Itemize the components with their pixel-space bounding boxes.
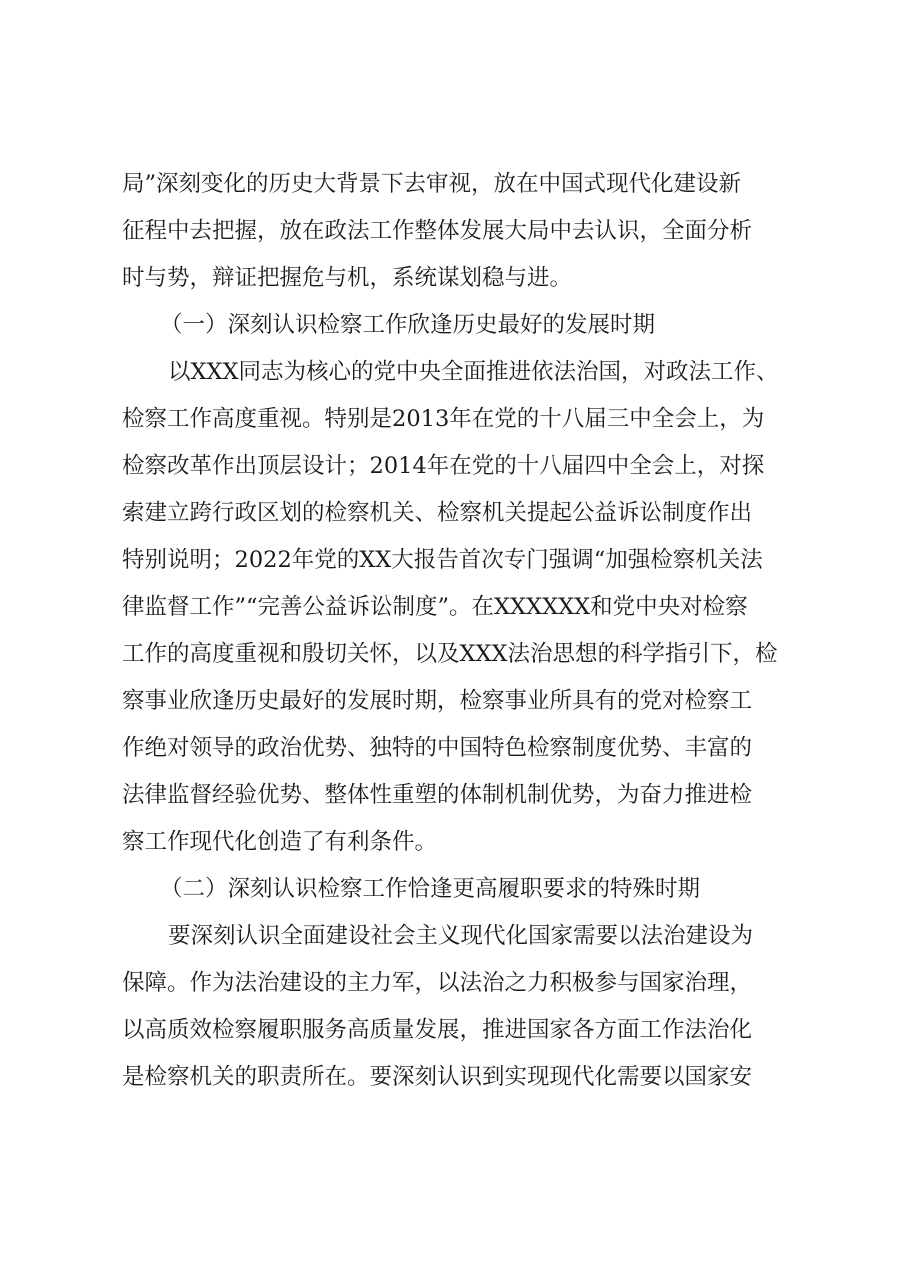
text-line: 保障。作为法治建设的主力军，以法治之力积极参与国家治理， <box>122 970 753 996</box>
text-line: 特别说明；2022年党的XX大报告首次专门强调“加强检察机关法 <box>122 547 763 573</box>
text-line: 察工作现代化创造了有利条件。 <box>122 829 438 855</box>
text-line: 法律监督经验优势、整体性重塑的体制机制优势，为奋力推进检 <box>122 782 753 808</box>
text-line: 察事业欣逢历史最好的发展时期，检察事业所具有的党对检察工 <box>122 688 753 714</box>
text-line: 时与势，辩证把握危与机，系统谋划稳与进。 <box>122 265 573 291</box>
text-line: 局”深刻变化的历史大背景下去审视，放在中国式现代化建设新 <box>122 171 742 197</box>
text-line: 工作的高度重视和殷切关怀，以及XXX法治思想的科学指引下，检 <box>122 641 778 667</box>
text-line: 以高质效检察履职服务高质量发展，推进国家各方面工作法治化 <box>122 1017 753 1043</box>
text-line: 征程中去把握，放在政法工作整体发展大局中去认识，全面分析 <box>122 218 753 244</box>
text-line: 检察工作高度重视。特别是2013年在党的十八届三中全会上，为 <box>122 406 765 432</box>
text-line: 是检察机关的职责所在。要深刻认识到实现现代化需要以国家安 <box>122 1064 753 1090</box>
text-line: 以XXX同志为核心的党中央全面推进依法治国，对政法工作、 <box>168 359 779 385</box>
text-line: 律监督工作”“完善公益诉讼制度”。在XXXXXX和党中央对检察 <box>122 594 748 620</box>
text-line: 检察改革作出顶层设计；2014年在党的十八届四中全会上，对探 <box>122 453 765 479</box>
text-line: 索建立跨行政区划的检察机关、检察机关提起公益诉讼制度作出 <box>122 500 753 526</box>
text-line: 要深刻认识全面建设社会主义现代化国家需要以法治建设为 <box>168 923 754 949</box>
section-heading-1: （一）深刻认识检察工作欣逢历史最好的发展时期 <box>160 312 656 338</box>
section-heading-2: （二）深刻认识检察工作恰逢更高履职要求的特殊时期 <box>160 876 701 902</box>
text-line: 作绝对领导的政治优势、独特的中国特色检察制度优势、丰富的 <box>122 735 753 761</box>
